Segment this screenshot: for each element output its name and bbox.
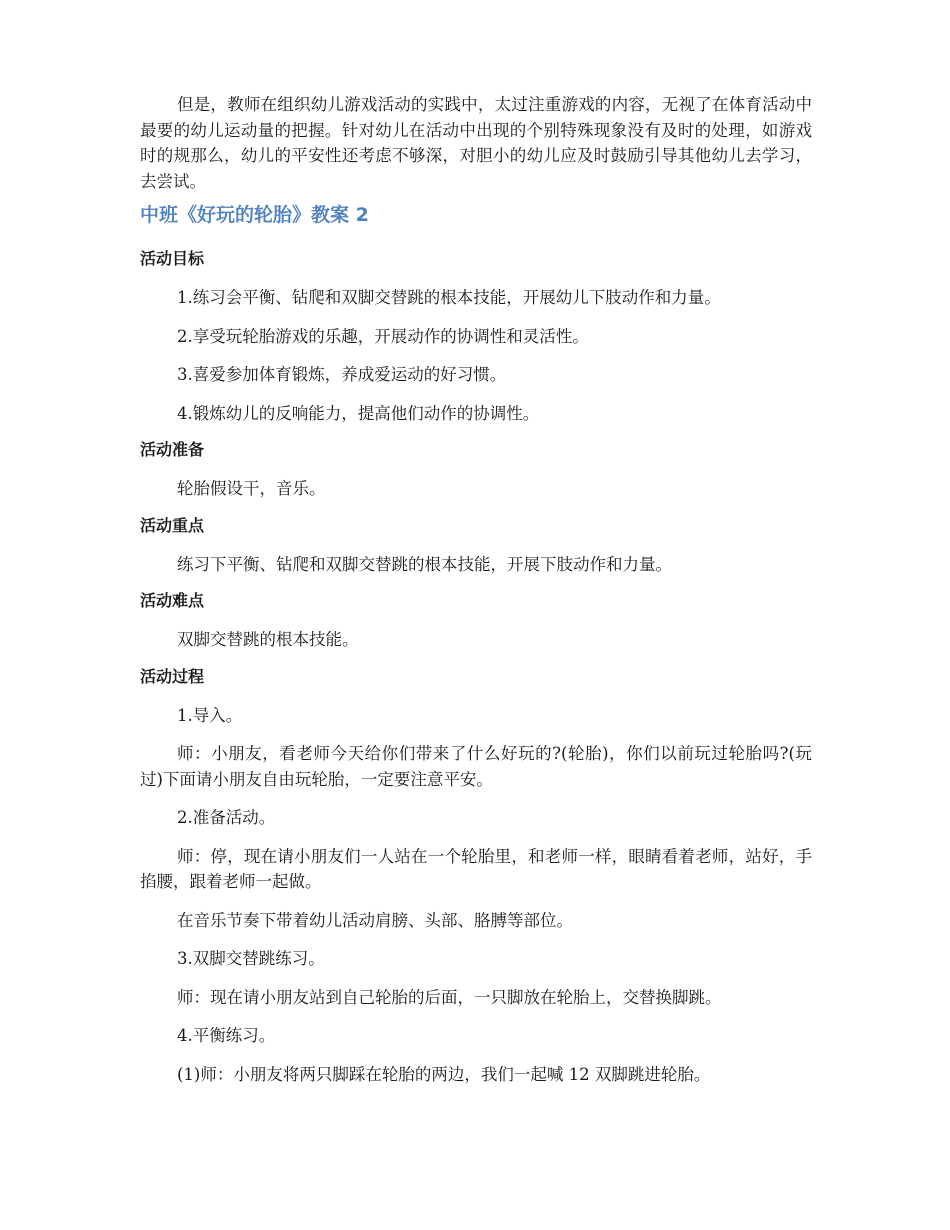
goal-item: 3.喜爱参加体育锻炼，养成爱运动的好习惯。 [177,365,507,384]
process-item: 1.导入。 [177,705,243,725]
process-item: 4.平衡练习。 [177,1026,276,1045]
process-item: 在音乐节奏下带着幼儿活动肩膀、头部、胳膊等部位。 [177,910,573,930]
process-item: 师：停，现在请小朋友们一人站在一个轮胎里，和老师一样，眼睛看着老师，站好，手掐腰，跟着老师一起做。 [140,846,812,891]
process-item: 师：现在请小朋友站到自己轮胎的后面，一只脚放在轮胎上，交替换脚跳。 [177,987,722,1007]
section-heading-preparation: 活动准备 [140,440,205,459]
intro-paragraph: 但是，教师在组织幼儿游戏活动的实践中，太过注重游戏的内容，无视了在体育活动中最要的幼儿运动量的把握。针对幼儿在活动中出现的个别特殊现象没有及时的处理，如游戏时的规那么，幼儿的平安性还考虑不够深，对胆小的幼儿应及时鼓励引导其他幼儿去学习，去尝试。 [140,95,812,191]
section-heading-key-point: 活动重点 [140,515,205,535]
goal-item: 4.锻炼幼儿的反响能力，提高他们动作的协调性。 [177,403,540,423]
process-item: (1)师：小朋友将两只脚踩在轮胎的两边，我们一起喊 12 双脚跳进轮胎。 [177,1064,711,1084]
section-heading-difficulty: 活动难点 [140,591,205,610]
goal-item: 1.练习会平衡、钻爬和双脚交替跳的根本技能，开展幼儿下肢动作和力量。 [177,288,721,307]
process-item: 2.准备活动。 [177,808,276,827]
section-heading-goals: 活动目标 [140,249,205,268]
preparation-text: 轮胎假设干，音乐。 [177,479,326,498]
document-content [140,92,812,1100]
goal-item: 2.享受玩轮胎游戏的乐趣，开展动作的协调性和灵活性。 [177,326,589,346]
process-item: 3.双脚交替跳练习。 [177,949,325,968]
key-point-text: 练习下平衡、钻爬和双脚交替跳的根本技能，开展下肢动作和力量。 [177,554,672,574]
difficulty-text: 双脚交替跳的根本技能。 [177,630,359,649]
section-heading-process: 活动过程 [140,666,205,686]
process-item: 师：小朋友，看老师今天给你们带来了什么好玩的?(轮胎)，你们以前玩过轮胎吗?(玩过)下面请小朋友自由玩轮胎，一定要注意平安。 [140,744,812,789]
lesson-title: 中班《好玩的轮胎》教案 2 [140,204,369,226]
